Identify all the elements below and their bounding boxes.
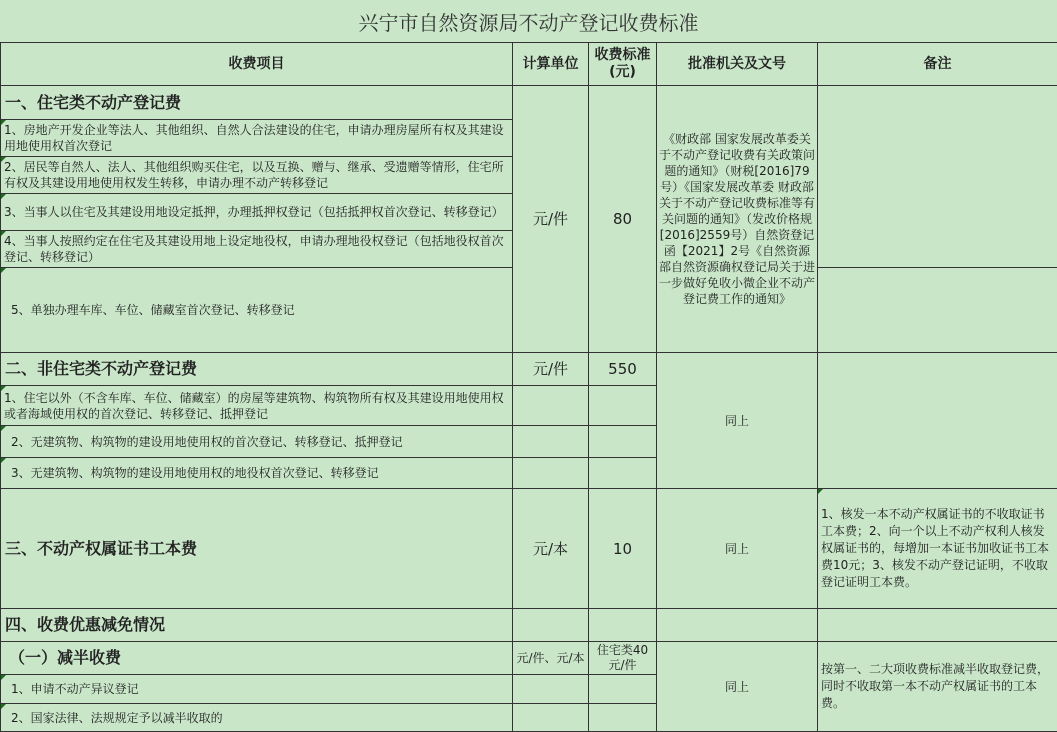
empty-cell: [589, 458, 657, 489]
section4-sub1-title: （一）减半收费: [1, 642, 513, 675]
header-item: 收费项目: [1, 43, 513, 86]
section3-standard: 10: [589, 489, 657, 609]
section3-row: [1, 489, 1057, 609]
section4-approval: 同上: [657, 642, 818, 732]
section2-item-3: 3、无建筑物、构筑物的建设用地使用权的地役权首次登记、转移登记: [1, 458, 513, 489]
section4-item-1: 1、申请不动产异议登记: [1, 675, 513, 704]
section1-unit: 元/件: [513, 86, 589, 353]
header-approval: 批准机关及文号: [657, 43, 818, 86]
section4-note: 按第一、二大项收费标准减半收取登记费，同时不收取第一本不动产权属证书的工本费。: [818, 642, 1057, 732]
empty-cell: [589, 704, 657, 732]
section1-item-4: 4、当事人按照约定在住宅及其建设用地上设定地役权，申请办理地役权登记（包括地役权首次登记、转移登记）: [1, 231, 513, 268]
section1-note-cell: [818, 86, 1057, 268]
empty-cell: [513, 704, 589, 732]
section3-note: 1、核发一本不动产权属证书的不收取证书工本费；2、向一个以上不动产权利人核发权属证书的，每增加一本证书加收证书工本费10元；3、核发不动产登记证明，不收取登记证明工本费。: [818, 489, 1057, 609]
section2-approval: 同上: [657, 353, 818, 489]
header-row: [1, 43, 1057, 86]
section1-item-2: 2、居民等自然人、法人、其他组织购买住宅，以及互换、赠与、继承、受遗赠等情形，住宅所有权及其建设用地使用权发生转移，申请办理不动产转移登记: [1, 157, 513, 194]
empty-cell: [589, 386, 657, 426]
empty-cell: [818, 609, 1057, 642]
section3-approval: 同上: [657, 489, 818, 609]
section1-title-row: [1, 86, 1057, 120]
empty-cell: [657, 609, 818, 642]
section1-item-5: 5、单独办理车库、车位、储藏室首次登记、转移登记: [1, 268, 513, 353]
section4-title: 四、收费优惠减免情况: [1, 609, 513, 642]
section2-note-cell: [818, 353, 1057, 489]
empty-cell: [513, 386, 589, 426]
section4-item-2: 2、国家法律、法规规定予以减半收取的: [1, 704, 513, 732]
header-note: 备注: [818, 43, 1057, 86]
section4-sub1-row: [1, 642, 1057, 675]
empty-cell: [589, 675, 657, 704]
section3-unit: 元/本: [513, 489, 589, 609]
empty-cell: [513, 609, 589, 642]
section2-item-2: 2、无建筑物、构筑物的建设用地使用权的首次登记、转移登记、抵押登记: [1, 426, 513, 458]
section1-approval: 《财政部 国家发展改革委关于不动产登记收费有关政策问题的通知》（财税[2016]79号）《国家发展改革委 财政部关于不动产登记收费标准等有关问题的通知》（发改价格规[2016]2559号）自然资登记函【2021】2号《自然资源部自然资源确权登记局关于进一步做好免收小微企业不动产登记费工作的通知》: [657, 86, 818, 353]
empty-cell: [589, 609, 657, 642]
section1-item-3: 3、当事人以住宅及其建设用地设定抵押，办理抵押权登记（包括抵押权首次登记、转移登记）: [1, 194, 513, 231]
section1-standard: 80: [589, 86, 657, 353]
section2-title-row: [1, 353, 1057, 386]
section4-sub1-standard: 住宅类40元/件: [589, 642, 657, 675]
header-unit: 计算单位: [513, 43, 589, 86]
section2-item-1: 1、住宅以外（不含车库、车位、储藏室）的房屋等建筑物、构筑物所有权及其建设用地使用权或者海域使用权的首次登记、转移登记、抵押登记: [1, 386, 513, 426]
section1-note-cell-2: [818, 268, 1057, 353]
empty-cell: [589, 426, 657, 458]
section3-title: 三、不动产权属证书工本费: [1, 489, 513, 609]
empty-cell: [513, 426, 589, 458]
empty-cell: [513, 458, 589, 489]
section2-standard: 550: [589, 353, 657, 386]
section2-unit: 元/件: [513, 353, 589, 386]
empty-cell: [513, 675, 589, 704]
fee-table: [0, 42, 1057, 732]
header-standard: 收费标准(元): [589, 43, 657, 86]
section4-sub1-unit: 元/件、元/本: [513, 642, 589, 675]
section4-title-row: [1, 609, 1057, 642]
section1-item-1: 1、房地产开发企业等法人、其他组织、自然人合法建设的住宅，申请办理房屋所有权及其建设用地使用权首次登记: [1, 120, 513, 157]
section2-title: 二、非住宅类不动产登记费: [1, 353, 513, 386]
section1-title: 一、住宅类不动产登记费: [1, 86, 513, 120]
page-title: 兴宁市自然资源局不动产登记收费标准: [0, 0, 1057, 43]
